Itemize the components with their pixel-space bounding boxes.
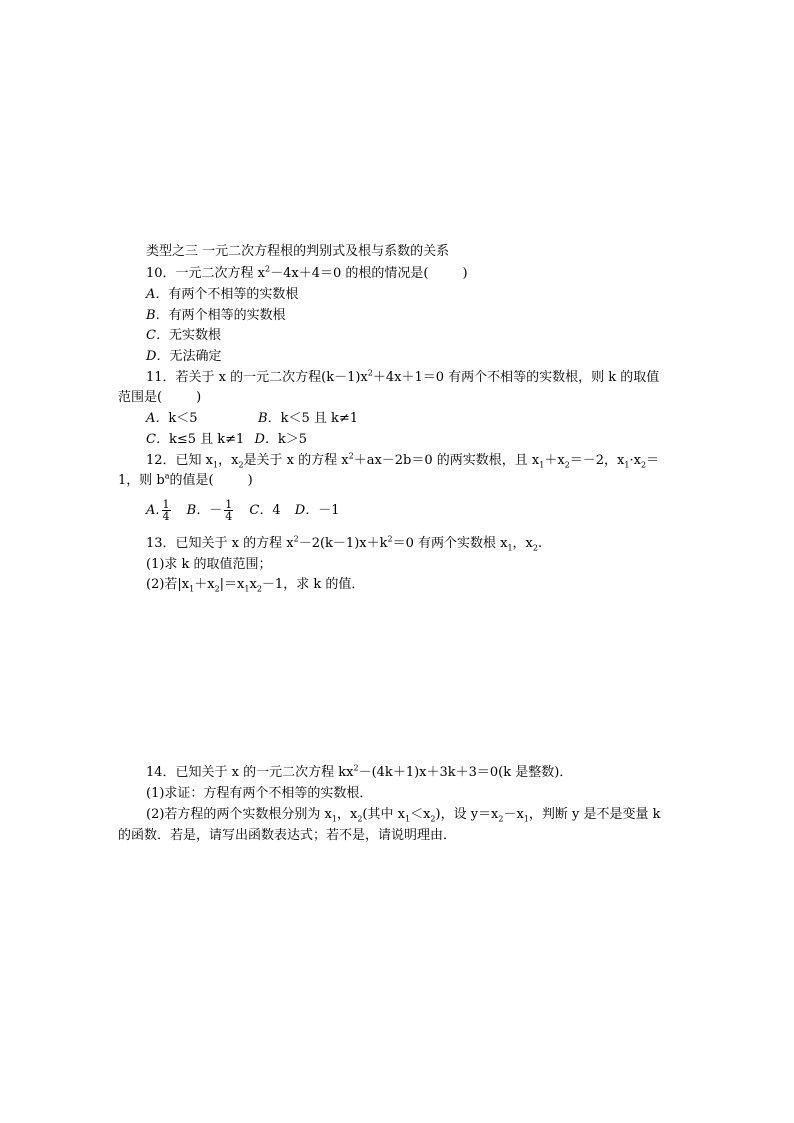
- q12-option-d: D．－1: [294, 503, 340, 518]
- section-title: 类型之三 一元二次方程根的判别式及根与系数的关系: [146, 244, 450, 259]
- q10-option-a: A．有两个不相等的实数根: [146, 287, 299, 302]
- q11-options-row2: [146, 432, 307, 448]
- q10-number: 10．: [146, 266, 176, 281]
- q14-part-1: (1)求证：方程有两个不相等的实数根．: [146, 786, 373, 801]
- q12-stem: 12．已知 $x_1$，$x_2$是关于 x 的方程 $x^2+ax-2b=0$ 的两实数根，且 $x_1+x_2=-2$，$x_1\cdot x_2=$: [146, 451, 660, 470]
- q10-stem: 10．一元二次方程 $x^2-4x+4=0$ 的根的情况是( ): [146, 264, 468, 281]
- q11-options-row1: [146, 411, 359, 427]
- q10-option-c: C．无实数根: [146, 328, 221, 343]
- q11-stem-line2: 范围是( ): [118, 390, 202, 405]
- q14-part-2: (2)若方程的两个实数根分别为 $x_1$，$x_2$(其中 $x_1<x_2$)，设 $y=x_2-x_1$，判断 y 是不是变量 k: [146, 807, 661, 824]
- q13-number: 13．: [146, 536, 176, 551]
- q11-option-a: A．k＜5: [146, 411, 198, 426]
- q11-option-c: C．k≤5 且 k≠1: [146, 432, 245, 447]
- q11-option-d: D．k＞5: [254, 432, 308, 447]
- q11-stem: 11．若关于 x 的一元二次方程$(k-1)x^2+4x+1=0$ 有两个不相等的实数根，则 k 的取值: [146, 368, 660, 385]
- q14-stem: 14．已知关于 x 的一元二次方程 $kx^2-(4k+1)x+3k+3=0(k$ 是整数)．: [146, 763, 573, 780]
- q12-option-a: A. $\frac{1}{4}$: [146, 498, 170, 523]
- q10-option-d: D．无法确定: [146, 349, 222, 364]
- q13-part-2: (2)若$|x_1+x_2|=x_1x_2-1$，求 k 的值．: [146, 577, 365, 594]
- q12-stem-line2: 1，则 $b^a$的值是( ): [118, 471, 253, 488]
- q13-stem: 13．已知关于 x 的方程 $x^2-2(k-1)x+k^2=0$ 有两个实数根 $x_1$，$x_2$.: [146, 534, 543, 553]
- q14-part-2-line2: 的函数．若是，请写出函数表达式；若不是，请说明理由．: [118, 828, 457, 843]
- q13-part-1: (1)求 k 的取值范围；: [146, 557, 272, 572]
- q11-number: 11．: [146, 370, 176, 385]
- q11-option-b: B．k＜5 且 k≠1: [258, 411, 359, 426]
- fraction-one-quarter: $\frac{1}{4}$: [162, 498, 170, 523]
- q12-option-c: C．4: [249, 503, 281, 518]
- fraction-one-quarter: $\frac{1}{4}$: [225, 498, 233, 523]
- q14-number: 14．: [146, 765, 176, 780]
- q10-option-b: B．有两个相等的实数根: [146, 308, 286, 323]
- q12-options: [146, 497, 339, 525]
- q12-number: 12．: [146, 453, 176, 468]
- q12-option-b: B．－ $\frac{1}{4}$: [186, 498, 233, 523]
